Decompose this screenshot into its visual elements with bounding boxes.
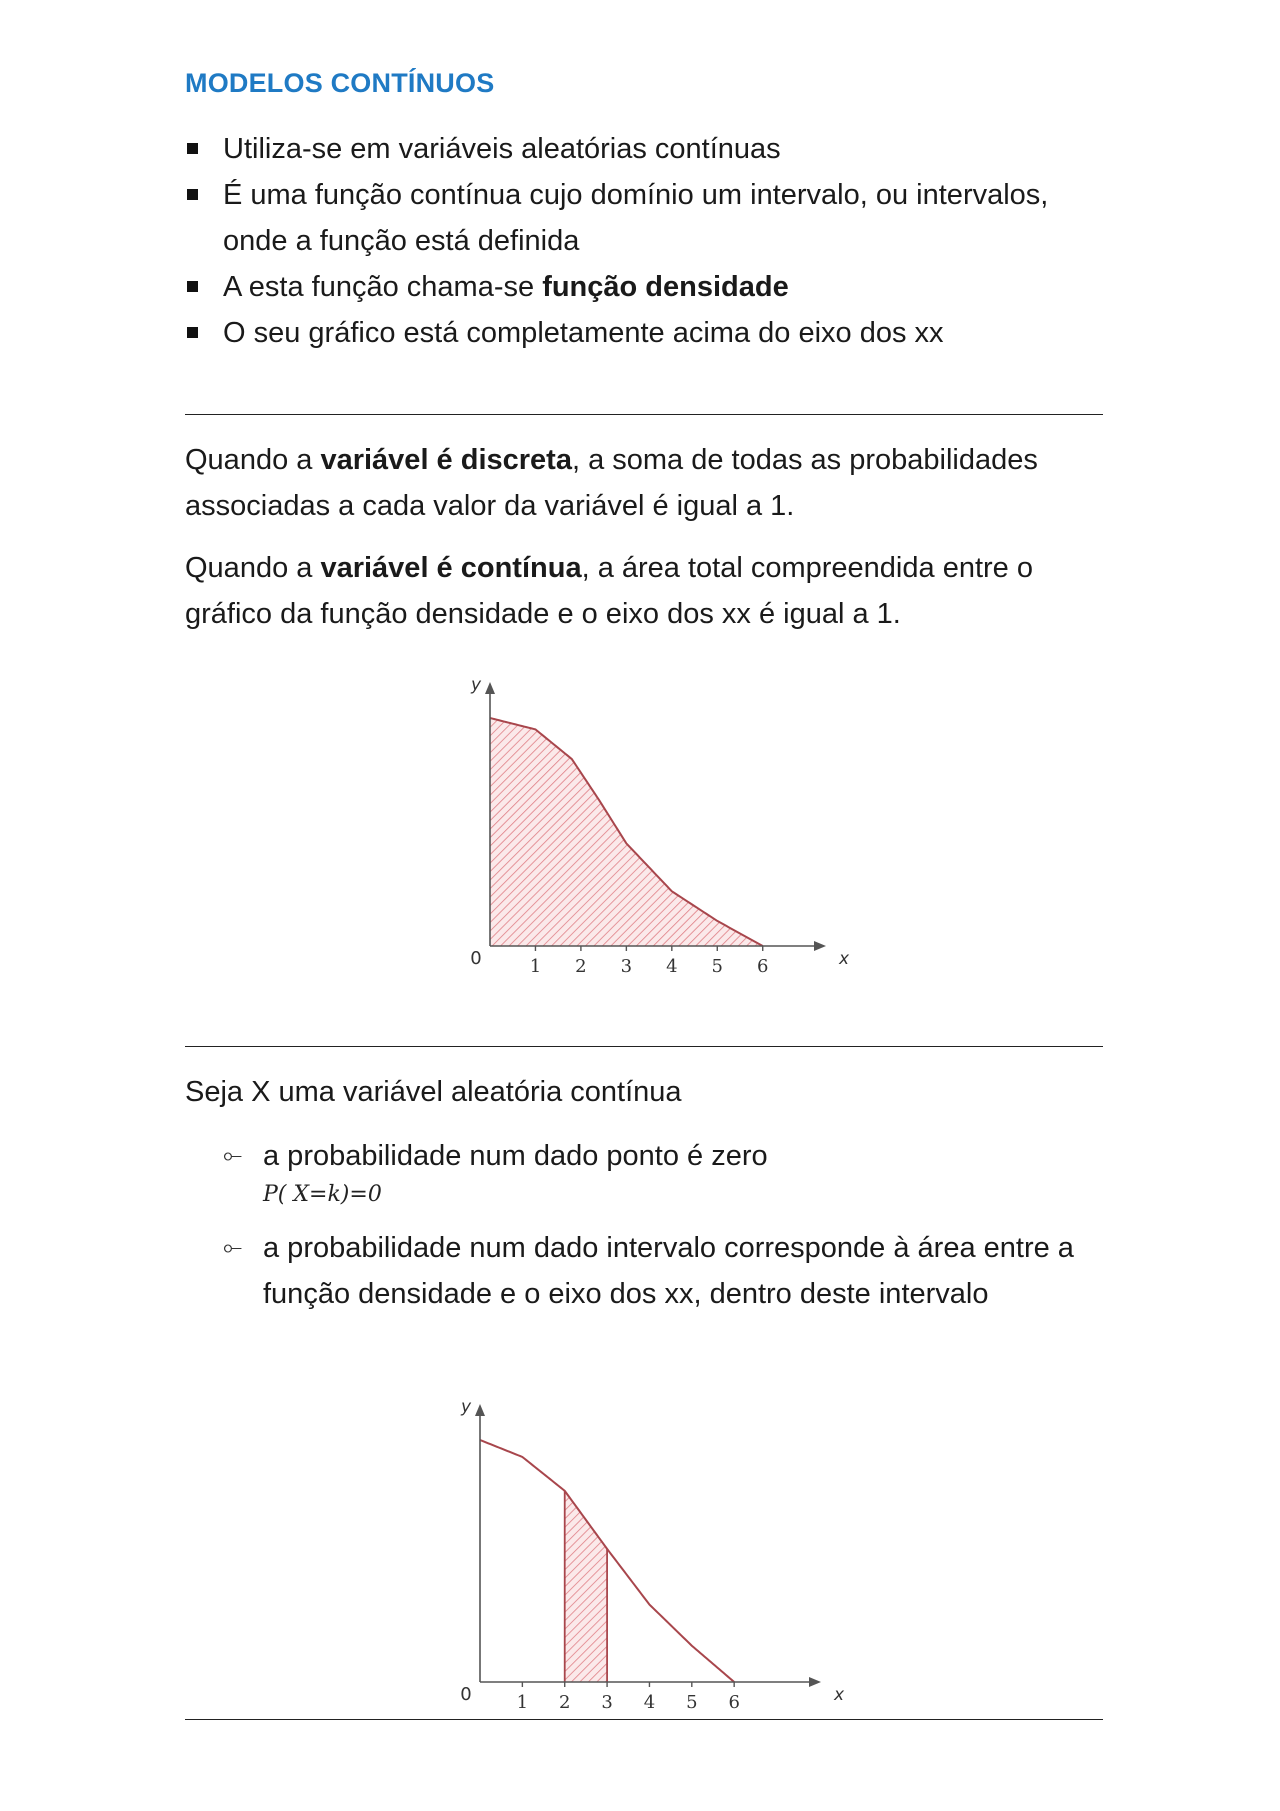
x-axis-arrow-icon: [809, 1677, 821, 1687]
arrow-bullet-icon: ⟜: [223, 1142, 243, 1169]
page-title: MODELOS CONTÍNUOS: [185, 68, 495, 98]
square-bullet-icon: [187, 327, 198, 338]
x-tick-label: 2: [575, 956, 587, 977]
list-item: A esta função chama-se função densidade: [185, 264, 1103, 310]
x-tick-label: 5: [686, 1692, 698, 1713]
arrow-bullet-icon: ⟜: [223, 1234, 243, 1261]
x-tick-label: 2: [558, 1692, 571, 1713]
list-item: ⟜ a probabilidade num dado intervalo corresponde à área entre a função densidade e o eixo dos xx, dentro deste intervalo: [223, 1225, 1103, 1317]
x-tick-label: 6: [757, 956, 769, 977]
seja-paragraph: Seja X uma variável aleatória contínua: [185, 1076, 682, 1108]
list-item: É uma função contínua cujo domínio um intervalo, ou intervalos, onde a função está definida: [185, 172, 1103, 264]
x-tick-label: 5: [711, 956, 723, 977]
x-axis-label: x: [838, 949, 850, 969]
x-tick-label: 6: [728, 1692, 740, 1713]
x-tick-label: 4: [666, 956, 678, 977]
sub-list: [223, 1133, 1103, 1317]
y-axis-label: y: [460, 1397, 472, 1417]
y-axis-label: y: [470, 675, 482, 695]
divider: [185, 1046, 1103, 1047]
bullet-list: [185, 126, 1103, 356]
list-item: Utiliza-se em variáveis aleatórias contínuas: [185, 126, 1103, 172]
shaded-area: [490, 718, 763, 946]
square-bullet-icon: [187, 189, 198, 200]
x-tick-label: 1: [529, 956, 542, 977]
y-axis-arrow-icon: [475, 1404, 485, 1416]
x-tick-label: 1: [516, 1692, 529, 1713]
origin-label: 0: [460, 1684, 472, 1705]
x-axis-label: x: [833, 1685, 845, 1705]
x-tick-label: 3: [601, 1692, 613, 1713]
origin-label: 0: [470, 948, 482, 969]
density-chart-total: [455, 660, 850, 980]
divider: [185, 414, 1103, 415]
x-tick-label: 4: [643, 1692, 656, 1713]
list-item: ⟜ a probabilidade num dado ponto é zero: [223, 1133, 1103, 1179]
discrete-paragraph: Quando a variável é discreta, a soma de todas as probabilidades associadas a cada valor da variável é igual a 1.: [185, 444, 1038, 522]
divider: [185, 1719, 1103, 1720]
list-item: O seu gráfico está completamente acima do eixo dos xx: [185, 310, 1103, 356]
x-axis-arrow-icon: [814, 941, 826, 951]
y-axis-arrow-icon: [485, 682, 495, 694]
square-bullet-icon: [187, 143, 198, 154]
x-tick-label: 3: [620, 956, 633, 977]
continuous-paragraph: Quando a variável é contínua, a área total compreendida entre o gráfico da função densidade e o eixo dos xx é igual a 1.: [185, 552, 1033, 630]
formula: P( X=k)=0: [263, 1182, 382, 1207]
density-chart-interval: [440, 1380, 845, 1720]
square-bullet-icon: [187, 281, 198, 292]
